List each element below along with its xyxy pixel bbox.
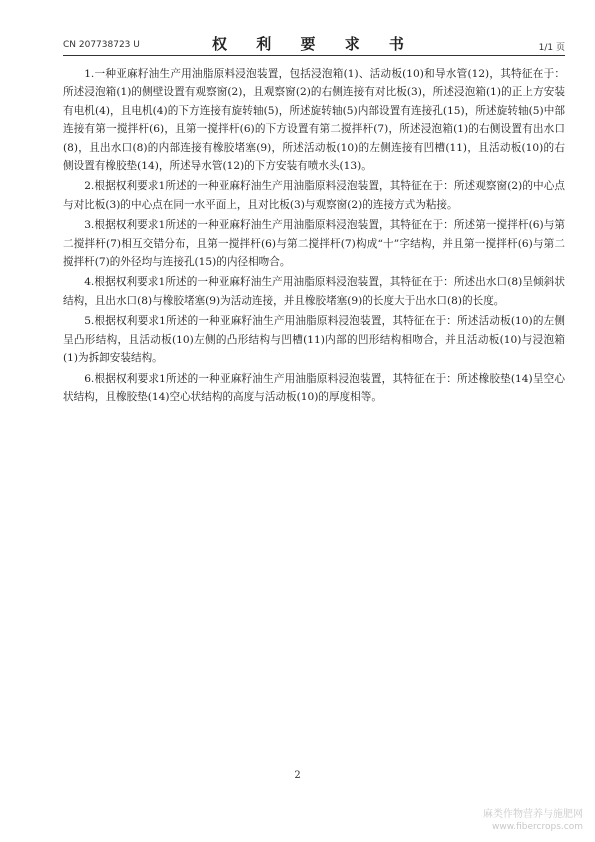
claim-2: 2.根据权利要求1所述的一种亚麻籽油生产用油脂原料浸泡装置，其特征在于：所述观察窗(2)的中心点与对比板(3)的中心点在同一水平面上，且对比板(3)与观察窗(2)的连接方式为粘接。 bbox=[63, 180, 565, 211]
claim-5: 5.根据权利要求1所述的一种亚麻籽油生产用油脂原料浸泡装置，其特征在于：所述活动板(10)的左侧呈凸形结构，且活动板(10)左侧的凸形结构与凹槽(11)内部的凹形结构相吻合，并且活动板(10)与浸泡箱(1)为拆卸安装结构。 bbox=[63, 315, 565, 365]
watermark-site-name: 麻类作物营养与施肥网 bbox=[483, 809, 583, 820]
claims-body bbox=[63, 65, 565, 408]
page-number: 2 bbox=[294, 770, 301, 781]
watermark-url: www.fibercrops.com bbox=[492, 822, 583, 832]
claim-1: 1.一种亚麻籽油生产用油脂原料浸泡装置，包括浸泡箱(1)、活动板(10)和导水管(12)，其特征在于：所述浸泡箱(1)的侧壁设置有观察窗(2)，且观察窗(2)的右侧连接有对比板(3)，所述浸泡箱(1)的正上方安装有电机(4)，且电机(4)的下方连接有旋转轴(5)，所述旋转轴(5)内部设置有连接孔(15)，所述旋转轴(5)中部连接有第一搅拌杆(6)，且第一搅拌杆(6)的下方设置有第二搅拌杆(7)，所述浸泡箱(1)的右侧设置有出水口(8)，且出水口(8)的内部连接有橡胶堵塞(9)，所述活动板(10)的左侧连接有凹槽(11)，且活动板(10)的右侧设置有橡胶垫(14)，所述导水管(12)的下方安装有喷水头(13)。 bbox=[63, 68, 565, 173]
document-title: 权 利 要 求 书 bbox=[212, 35, 416, 53]
page-count: 1/1 页 bbox=[538, 43, 565, 53]
page-header bbox=[63, 33, 565, 56]
watermark bbox=[483, 808, 583, 834]
claim-3: 3.根据权利要求1所述的一种亚麻籽油生产用油脂原料浸泡装置，其特征在于：所述第一搅拌杆(6)与第二搅拌杆(7)相互交错分布，且第一搅拌杆(6)与第二搅拌杆(7)构成“十”字结构，并且第一搅拌杆(6)与第二搅拌杆(7)的外径均与连接孔(15)的内径相吻合。 bbox=[63, 219, 565, 269]
publication-number: CN 207738723 U bbox=[63, 40, 140, 50]
claim-6: 6.根据权利要求1所述的一种亚麻籽油生产用油脂原料浸泡装置，其特征在于：所述橡胶垫(14)呈空心状结构，且橡胶垫(14)空心状结构的高度与活动板(10)的厚度相等。 bbox=[63, 372, 565, 403]
claim-4: 4.根据权利要求1所述的一种亚麻籽油生产用油脂原料浸泡装置，其特征在于：所述出水口(8)呈倾斜状结构，且出水口(8)与橡胶堵塞(9)为活动连接，并且橡胶堵塞(9)的长度大于出水口(8)的长度。 bbox=[63, 276, 565, 307]
